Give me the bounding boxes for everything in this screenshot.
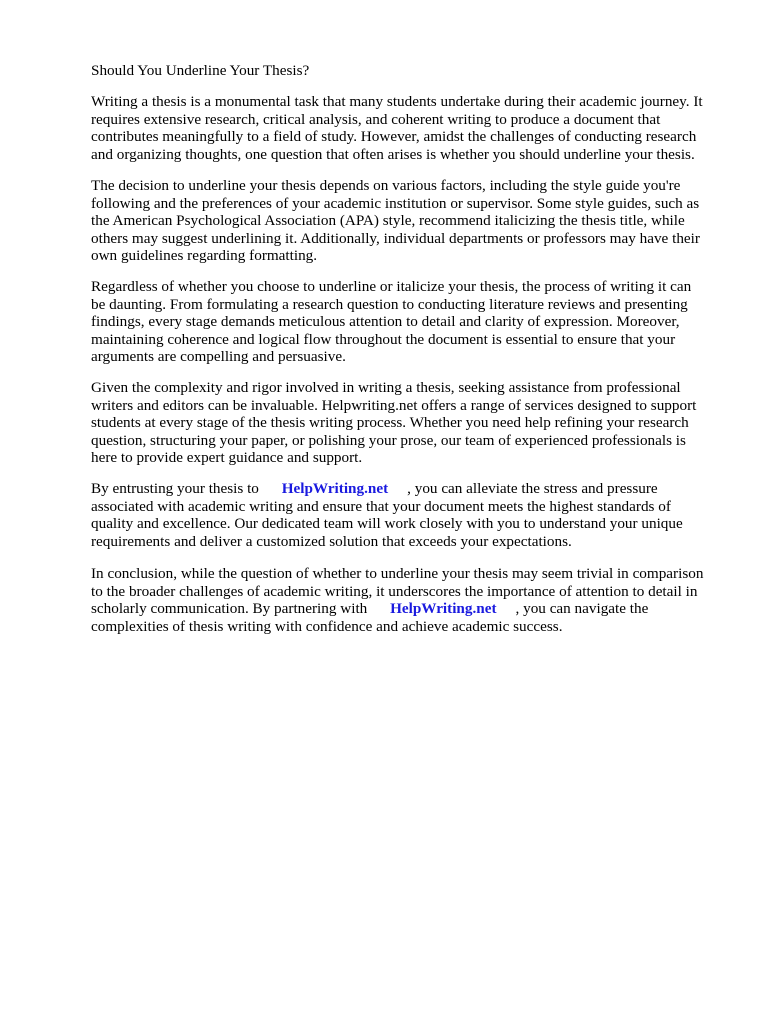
paragraph-line: requires extensive research, critical analysis, and coherent writing to produce a document that xyxy=(91,110,661,128)
paragraph-4 xyxy=(91,379,696,467)
paragraph-line: requirements and deliver a customized solution that exceeds your expectations. xyxy=(91,532,572,550)
paragraph-line: quality and excellence. Our dedicated team will work closely with you to understand your unique xyxy=(91,515,683,533)
paragraph-line-text: scholarly communication. By partnering with xyxy=(91,600,391,618)
helpwriting-link[interactable]: HelpWriting.net xyxy=(390,600,497,618)
paragraph-line: question, structuring your paper, or polishing your prose, our team of experienced professionals is xyxy=(91,431,686,449)
paragraph-line: following and the preferences of your academic institution or supervisor. Some style guides, such as xyxy=(91,194,700,212)
paragraph-6 xyxy=(91,565,703,635)
helpwriting-link[interactable]: HelpWriting.net xyxy=(281,480,389,497)
paragraph-line: own guidelines regarding formatting. xyxy=(91,247,318,265)
paragraph-line: findings, every stage demands meticulous attention to detail and clarity of expression. Moreover, xyxy=(91,313,680,331)
paragraph-line: The decision to underline your thesis depends on various factors, including the style guide you're xyxy=(91,177,681,194)
paragraph-line: arguments are compelling and persuasive. xyxy=(91,348,346,366)
paragraph-line: students at every stage of the thesis writing process. Whether you need help refining your research xyxy=(91,414,689,432)
paragraph-1 xyxy=(91,93,703,163)
paragraph-line-text: , you can alleviate the stress and pressure xyxy=(388,480,658,497)
paragraph-line: In conclusion, while the question of whether to underline your thesis may seem trivial in comparison xyxy=(91,565,704,582)
paragraph-line: to the broader challenges of academic writing, it underscores the importance of attention to detail in xyxy=(91,582,698,600)
paragraph-line: associated with academic writing and ensure that your document meets the highest standards of xyxy=(91,497,671,515)
paragraph-line: complexities of thesis writing with confidence and achieve academic success. xyxy=(91,617,563,635)
document-title: Should You Underline Your Thesis? xyxy=(91,62,310,79)
paragraph-line-text: , you can navigate the xyxy=(496,600,649,618)
paragraph-3 xyxy=(91,278,691,366)
paragraph-2 xyxy=(91,177,700,265)
paragraph-line: be daunting. From formulating a research question to conducting literature reviews and presenting xyxy=(91,295,688,313)
paragraph-line: Regardless of whether you choose to underline or italicize your thesis, the process of writing it can xyxy=(91,278,692,295)
paragraph-5 xyxy=(91,480,683,550)
paragraph-line: here to provide expert guidance and support. xyxy=(91,449,363,467)
paragraph-line: Writing a thesis is a monumental task that many students undertake during their academic journey. It xyxy=(91,93,703,110)
paragraph-line: others may suggest underlining it. Additionally, individual departments or professors may have their xyxy=(91,229,700,247)
paragraph-line: and organizing thoughts, one question that often arises is whether you should underline your thesis. xyxy=(91,145,695,163)
paragraph-line: Given the complexity and rigor involved in writing a thesis, seeking assistance from professional xyxy=(91,379,681,396)
paragraph-line: the American Psychological Association (APA) style, recommend italicizing the thesis title, while xyxy=(91,212,685,230)
paragraph-line: contributes meaningfully to a field of study. However, amidst the challenges of conducting research xyxy=(91,128,697,146)
paragraph-line-text: By entrusting your thesis to xyxy=(91,480,282,497)
paragraph-line: writers and editors can be invaluable. Helpwriting.net offers a range of services designed to support xyxy=(91,396,697,414)
paragraph-line: maintaining coherence and logical flow throughout the document is essential to ensure that your xyxy=(91,330,676,348)
